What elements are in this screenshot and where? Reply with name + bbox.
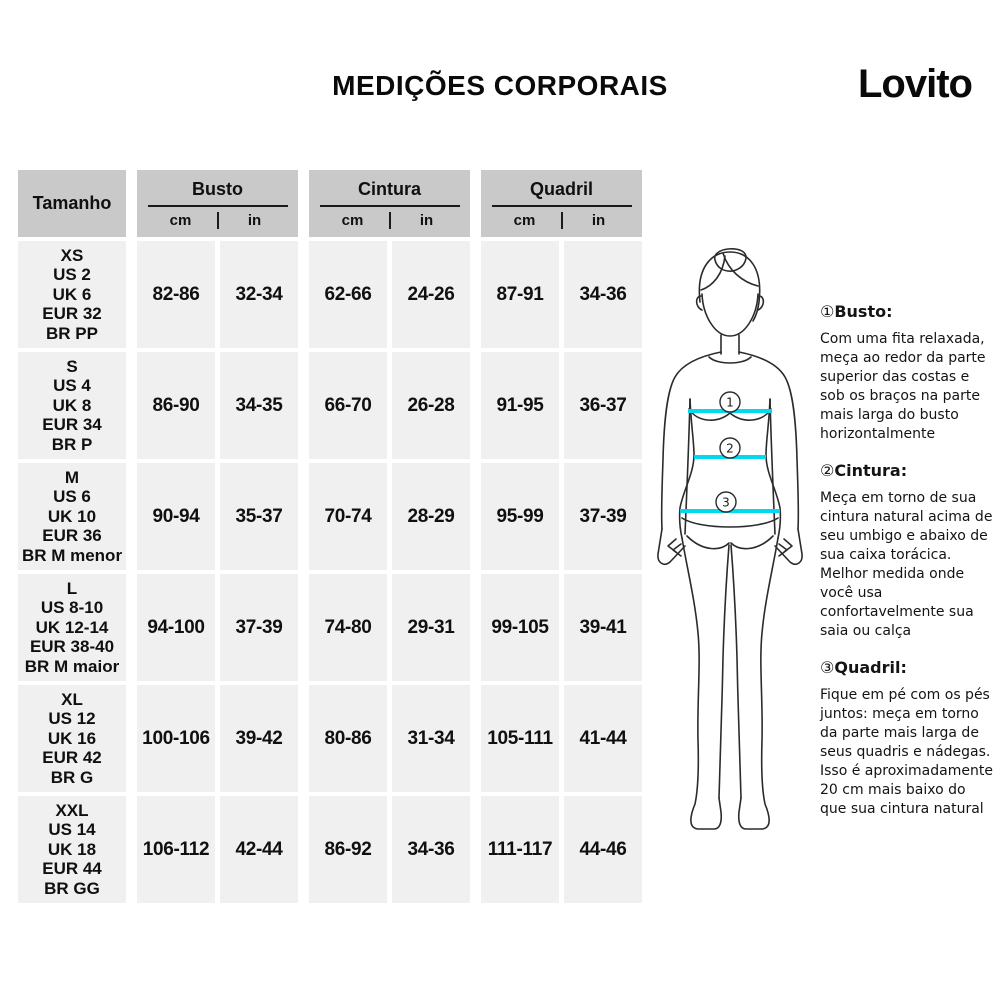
waist-marker-number: 2: [726, 441, 734, 456]
bust-in-value: 37-39: [220, 574, 298, 681]
body-measurement-figure: [645, 238, 820, 838]
waist-in-value: 26-28: [392, 352, 470, 459]
hip-in-value: 44-46: [564, 796, 642, 903]
size-cell: [18, 574, 126, 681]
bust-in-value: 42-44: [220, 796, 298, 903]
size-line: M: [64, 467, 80, 487]
size-line: US 12: [48, 709, 96, 729]
waist-in-value: 28-29: [392, 463, 470, 570]
size-line: L: [66, 578, 78, 598]
bust-note: [820, 302, 996, 444]
page-title: MEDIÇÕES CORPORAIS: [332, 70, 668, 101]
waist-cm-value: 70-74: [309, 463, 387, 570]
waist-in-value: 34-36: [392, 796, 470, 903]
bust-cm-value: 94-100: [137, 574, 215, 681]
size-line: US 2: [53, 265, 91, 285]
size-line: BR G: [50, 767, 94, 787]
size-table: [18, 170, 642, 907]
hip-header: Quadril: [492, 179, 632, 207]
bust-column-group: [137, 170, 298, 237]
table-row-xl: [18, 685, 642, 792]
waist-cm-value: 80-86: [309, 685, 387, 792]
size-cell: [18, 352, 126, 459]
waist-in-value: 31-34: [392, 685, 470, 792]
table-row-s: [18, 352, 642, 459]
bust-cm-value: 106-112: [137, 796, 215, 903]
bust-note-title: ①Busto:: [820, 302, 893, 321]
table-row-xs: [18, 241, 642, 348]
size-cell: [18, 463, 126, 570]
hip-note-body: Fique em pé com os pés juntos: meça em torno da parte mais larga de seus quadris e nádegas. Isso é aproximadamente 20 cm mais baixo do que sua cintura natural: [820, 687, 993, 817]
bust-note-body: Com uma fita relaxada, meça ao redor da parte superior das costas e sob os braços na parte mais larga do busto horizontalmente: [820, 331, 986, 442]
waist-cm-header: cm: [341, 211, 364, 229]
size-line: EUR 44: [42, 859, 102, 879]
size-line: BR M maior: [24, 656, 120, 676]
hip-in-value: 34-36: [564, 241, 642, 348]
hip-marker-number: 3: [722, 495, 730, 510]
waist-cm-value: 86-92: [309, 796, 387, 903]
hip-in-value: 39-41: [564, 574, 642, 681]
size-cell: [18, 241, 126, 348]
circled-2-icon: ②: [820, 461, 835, 480]
hip-note-title: ③Quadril:: [820, 658, 907, 677]
waist-note: [820, 461, 996, 641]
size-line: BR PP: [46, 323, 98, 343]
size-line: EUR 42: [42, 748, 102, 768]
circled-1-icon: ①: [820, 302, 835, 321]
size-cell: [18, 796, 126, 903]
size-line: EUR 38-40: [29, 637, 115, 657]
hip-in-value: 41-44: [564, 685, 642, 792]
hip-note: [820, 658, 996, 819]
waist-note-title: ②Cintura:: [820, 461, 908, 480]
size-line: S: [66, 356, 78, 376]
size-line: US 4: [53, 376, 91, 396]
bust-cm-value: 86-90: [137, 352, 215, 459]
waist-cm-value: 66-70: [309, 352, 387, 459]
hip-cm-header: cm: [513, 211, 536, 229]
hip-cm-value: 91-95: [481, 352, 559, 459]
size-cell: [18, 685, 126, 792]
waist-in-value: 29-31: [392, 574, 470, 681]
bust-cm-value: 100-106: [137, 685, 215, 792]
size-line: EUR 34: [42, 415, 102, 435]
bust-cm-value: 90-94: [137, 463, 215, 570]
size-line: XL: [61, 689, 83, 709]
hip-cm-value: 87-91: [481, 241, 559, 348]
table-row-xxl: [18, 796, 642, 903]
size-line: UK 16: [47, 728, 97, 748]
hip-in-value: 36-37: [564, 352, 642, 459]
bust-cm-header: cm: [169, 211, 192, 229]
waist-in-value: 24-26: [392, 241, 470, 348]
waist-cm-value: 74-80: [309, 574, 387, 681]
bust-in-value: 32-34: [220, 241, 298, 348]
size-line: UK 6: [52, 284, 92, 304]
body-outline: [658, 249, 802, 829]
hip-cm-value: 95-99: [481, 463, 559, 570]
hip-cm-value: 111-117: [481, 796, 559, 903]
waist-note-body: Meça em torno de sua cintura natural acima de seu umbigo e abaixo de sua caixa torácica. Melhor medida onde você usa confortavelmente sua saia ou calça: [820, 490, 993, 639]
table-row-l: [18, 574, 642, 681]
size-line: BR P: [51, 434, 93, 454]
bust-in-value: 35-37: [220, 463, 298, 570]
size-line: UK 8: [52, 395, 92, 415]
waist-header: Cintura: [320, 179, 460, 207]
bust-marker-number: 1: [726, 395, 734, 410]
size-line: UK 10: [47, 506, 97, 526]
waist-column-group: [309, 170, 470, 237]
size-line: XXL: [55, 800, 89, 820]
table-header-row: [18, 170, 642, 237]
size-line: UK 12-14: [35, 617, 109, 637]
size-line: BR GG: [44, 878, 100, 898]
circled-3-icon: ③: [820, 658, 835, 677]
size-line: UK 18: [47, 839, 97, 859]
hip-cm-value: 105-111: [481, 685, 559, 792]
table-row-m: [18, 463, 642, 570]
bust-in-header: in: [247, 211, 262, 229]
size-line: XS: [60, 245, 84, 265]
size-line: US 6: [53, 487, 91, 507]
waist-in-header: in: [419, 211, 434, 229]
bust-header: Busto: [148, 179, 288, 207]
bust-in-value: 34-35: [220, 352, 298, 459]
hip-in-header: in: [591, 211, 606, 229]
bust-in-value: 39-42: [220, 685, 298, 792]
size-line: US 14: [48, 820, 96, 840]
hip-cm-value: 99-105: [481, 574, 559, 681]
size-line: EUR 32: [42, 304, 102, 324]
size-line: EUR 36: [42, 526, 102, 546]
lovito-logo: Lovito: [858, 62, 972, 106]
measurement-notes: [820, 302, 996, 836]
size-line: US 8-10: [40, 598, 104, 618]
hip-column-group: [481, 170, 642, 237]
size-column-header: Tamanho: [18, 170, 126, 237]
size-line: BR M menor: [21, 545, 123, 565]
waist-cm-value: 62-66: [309, 241, 387, 348]
bust-cm-value: 82-86: [137, 241, 215, 348]
hip-in-value: 37-39: [564, 463, 642, 570]
